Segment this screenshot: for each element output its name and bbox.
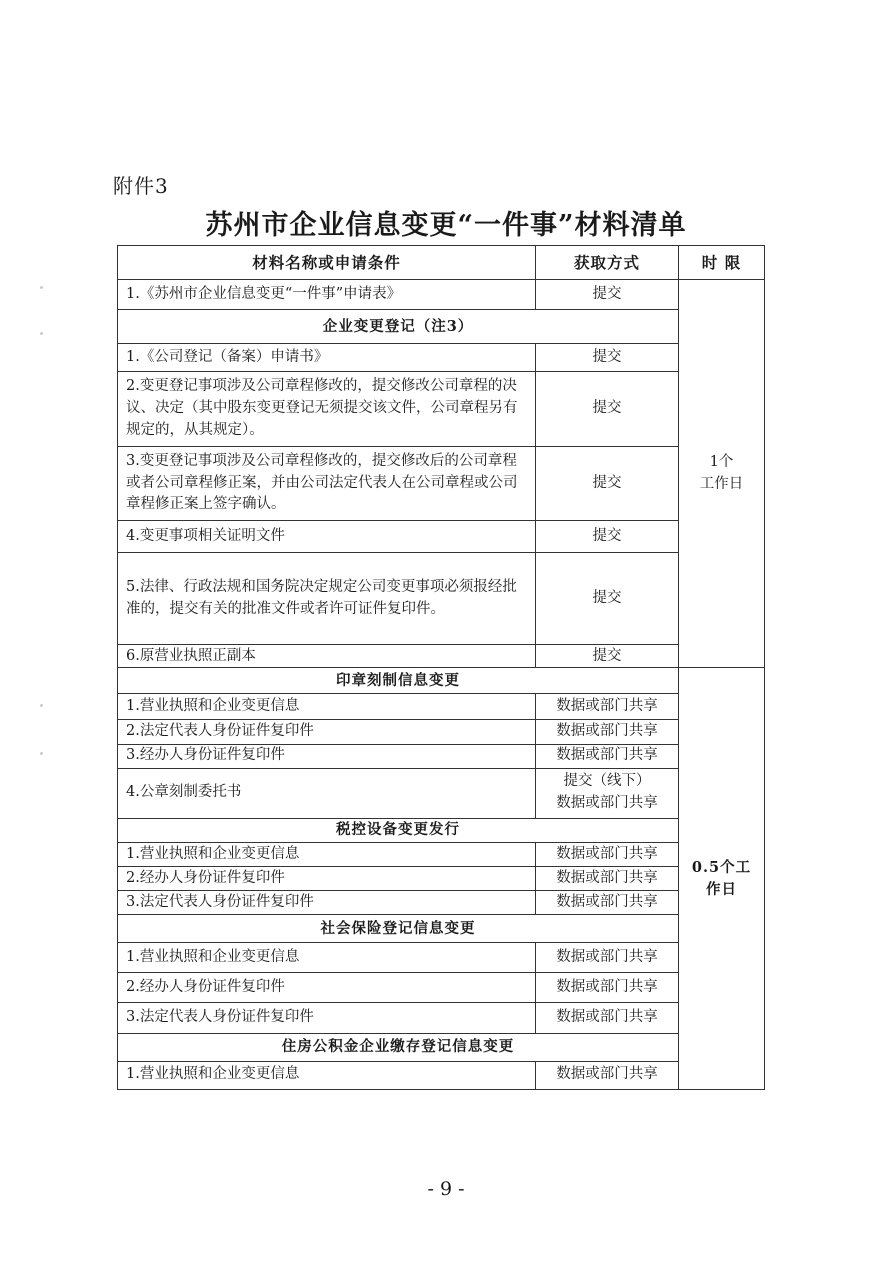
table-header-row: [118, 246, 765, 280]
material-cell: 3.法定代表人身份证件复印件: [118, 891, 536, 915]
table-row: [118, 344, 765, 372]
table-row: [118, 521, 765, 553]
material-cell: 1.营业执照和企业变更信息: [118, 842, 536, 866]
method-cell: 数据或部门共享: [536, 694, 679, 720]
method-cell: 数据或部门共享: [536, 842, 679, 866]
table-row: [118, 280, 765, 310]
method-text: 数据或部门共享: [556, 795, 658, 812]
table-row: [118, 943, 765, 973]
material-cell: 3.法定代表人身份证件复印件: [118, 1003, 536, 1033]
time-limit-text: 作日: [706, 880, 737, 898]
table-row: [118, 768, 765, 818]
section-row: [118, 818, 765, 842]
table-row: [118, 694, 765, 720]
table-row: [118, 372, 765, 446]
document-title: 苏州市企业信息变更“一件事”材料清单: [205, 210, 687, 241]
method-cell: 提交: [536, 280, 679, 310]
section-title: 税控设备变更发行: [118, 818, 679, 842]
section-row: [118, 915, 765, 943]
time-limit-text: 0.5个工: [691, 858, 752, 876]
method-cell: 数据或部门共享: [536, 1061, 679, 1089]
header-time-limit: 时 限: [679, 246, 765, 280]
material-cell: 3.经办人身份证件复印件: [118, 744, 536, 768]
section-row: [118, 668, 765, 694]
material-cell: 1.营业执照和企业变更信息: [118, 1061, 536, 1089]
material-cell: 2.变更登记事项涉及公司章程修改的，提交修改公司章程的决议、决定（其中股东变更登记无须提交该文件，公司章程另有规定的，从其规定）。: [118, 372, 536, 446]
material-cell: 6.原营业执照正副本: [118, 645, 536, 668]
section-title: 企业变更登记（注3）: [118, 310, 679, 344]
table-row: [118, 553, 765, 645]
table-row: [118, 1061, 765, 1089]
method-cell: 数据或部门共享: [536, 720, 679, 744]
table-row: [118, 446, 765, 520]
section-title: 印章刻制信息变更: [118, 668, 679, 694]
materials-table: [117, 245, 765, 1090]
table-row: [118, 1003, 765, 1033]
material-cell: 4.公章刻制委托书: [118, 768, 536, 818]
material-cell: 2.经办人身份证件复印件: [118, 973, 536, 1003]
table-row: [118, 744, 765, 768]
material-cell: 1.《苏州市企业信息变更“一件事”申请表》: [118, 280, 536, 310]
method-cell: 数据或部门共享: [536, 973, 679, 1003]
method-text: 提交（线下）: [563, 773, 651, 790]
material-cell: 4.变更事项相关证明文件: [118, 521, 536, 553]
method-cell: 数据或部门共享: [536, 891, 679, 915]
method-cell: 提交: [536, 521, 679, 553]
material-cell: 5.法律、行政法规和国务院决定规定公司变更事项必须报经批准的，提交有关的批准文件或者许可证件复印件。: [118, 553, 536, 645]
section-row: [118, 1033, 765, 1061]
material-cell: 2.经办人身份证件复印件: [118, 866, 536, 890]
header-material: 材料名称或申请条件: [118, 246, 536, 280]
table-row: [118, 645, 765, 668]
table-row: [118, 720, 765, 744]
time-limit-text: 工作日: [699, 475, 744, 492]
method-cell: 提交: [536, 553, 679, 645]
annex-label: 附件3: [113, 174, 169, 198]
section-title: 住房公积金企业缴存登记信息变更: [118, 1033, 679, 1061]
table-row: [118, 973, 765, 1003]
method-cell: 提交: [536, 372, 679, 446]
method-cell: 提交: [536, 344, 679, 372]
time-limit-cell-1: [679, 280, 765, 668]
table-row: [118, 842, 765, 866]
method-cell: 数据或部门共享: [536, 943, 679, 973]
header-method: 获取方式: [536, 246, 679, 280]
section-row: [118, 310, 765, 344]
table-row: [118, 866, 765, 890]
time-limit-text: 1个: [709, 453, 734, 470]
material-cell: 1.营业执照和企业变更信息: [118, 694, 536, 720]
method-cell: 提交: [536, 446, 679, 520]
material-cell: 2.法定代表人身份证件复印件: [118, 720, 536, 744]
material-cell: 3.变更登记事项涉及公司章程修改的，提交修改后的公司章程或者公司章程修正案，并由公司法定代表人在公司章程或公司章程修正案上签字确认。: [118, 446, 536, 520]
method-cell: 数据或部门共享: [536, 866, 679, 890]
method-cell: 数据或部门共享: [536, 744, 679, 768]
material-cell: 1.营业执照和企业变更信息: [118, 943, 536, 973]
table-row: [118, 891, 765, 915]
method-cell: 提交: [536, 645, 679, 668]
method-cell: [536, 768, 679, 818]
page-number: - 9 -: [427, 1178, 465, 1200]
method-cell: 数据或部门共享: [536, 1003, 679, 1033]
time-limit-cell-2: [679, 668, 765, 1090]
section-title: 社会保险登记信息变更: [118, 915, 679, 943]
material-cell: 1.《公司登记（备案）申请书》: [118, 344, 536, 372]
